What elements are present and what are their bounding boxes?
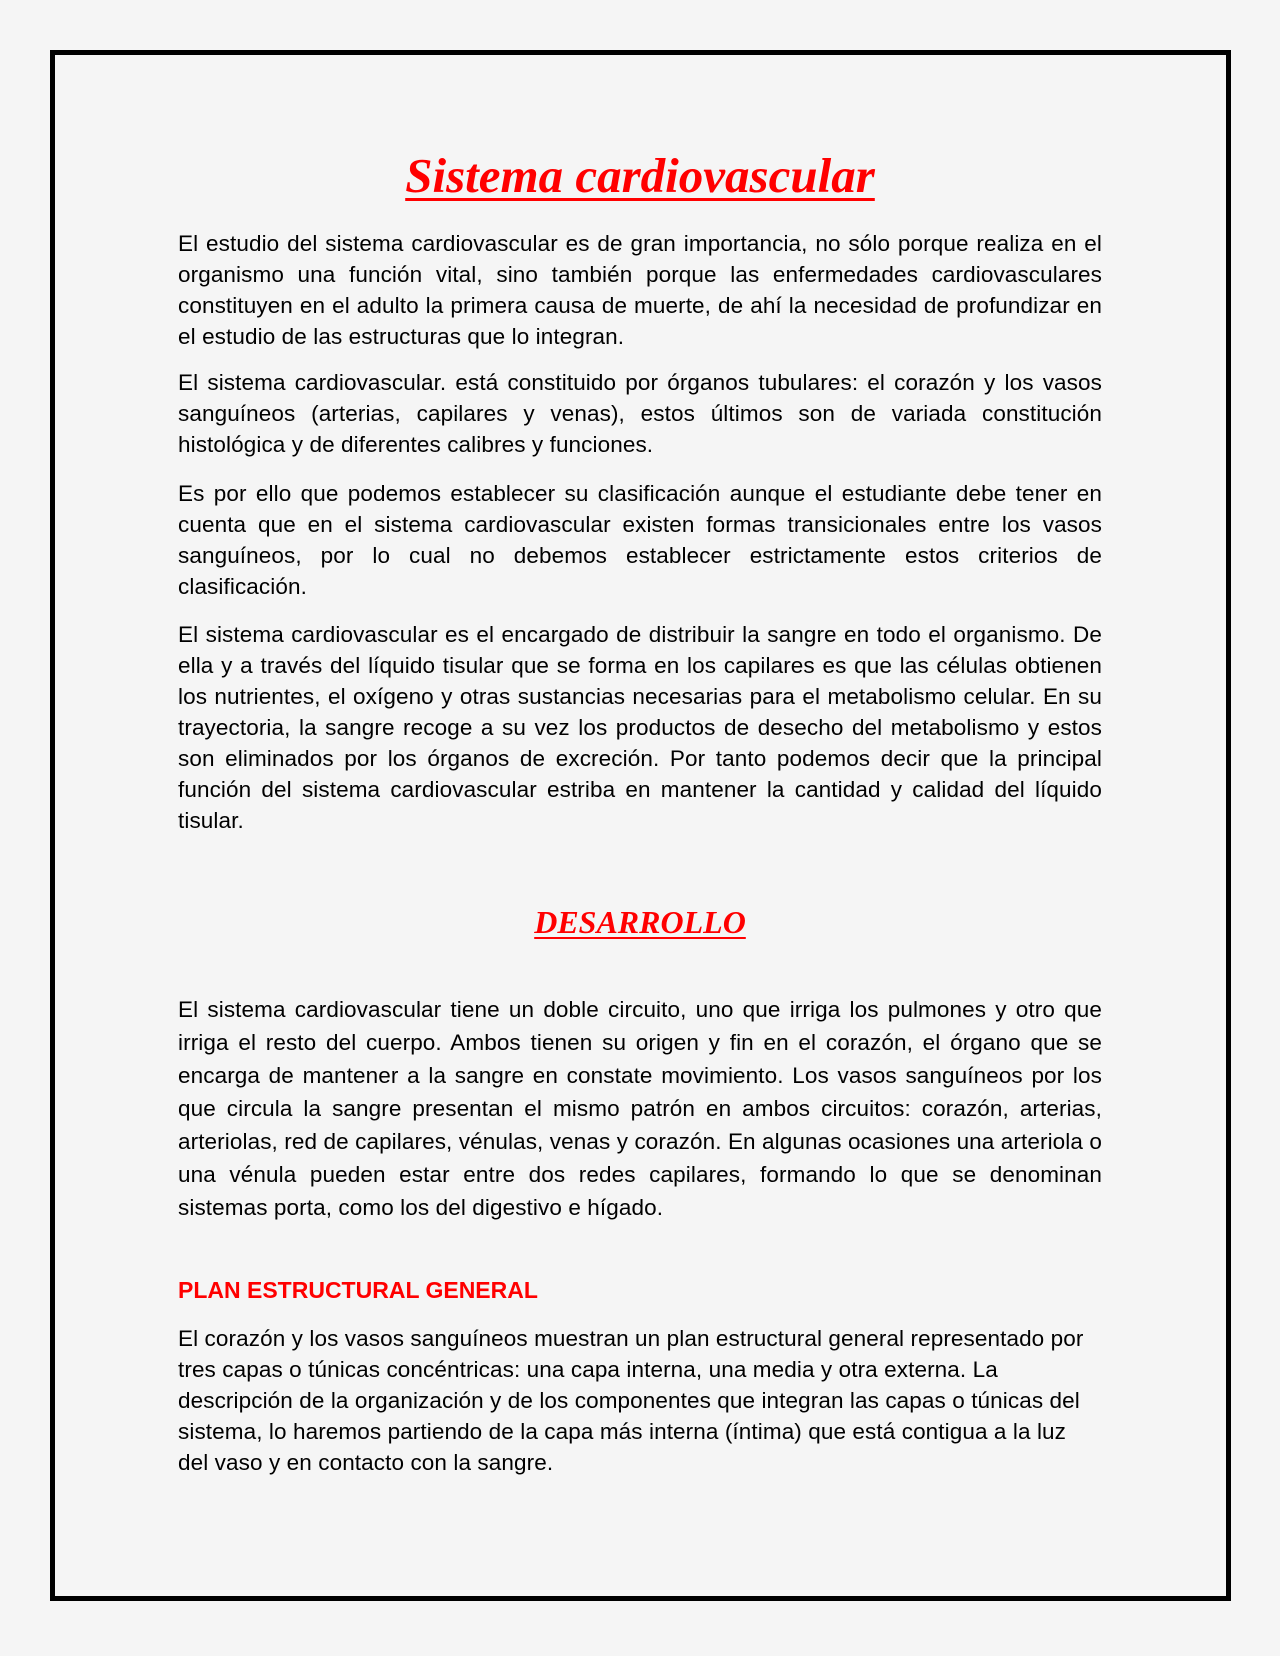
intro-paragraph-2: El sistema cardiovascular. está constituido por órganos tubulares: el corazón y los vasos sanguíneos (arterias, capilares y venas), estos últimos son de variada constitución histológica y de diferentes calibres y funciones. [178, 370, 1102, 457]
plan-paragraph: El corazón y los vasos sanguíneos muestran un plan estructural general representado por tres capas o túnicas concéntricas: una capa interna, una media y otra externa. La descripción de la organización y de los componentes que integran las capas o túnicas del sistema, lo haremos partiendo de la capa más interna (íntima) que está contigua a la luz del vaso y en contacto con la sangre. [178, 1326, 1084, 1475]
section-title-desarrollo: DESARROLLO [534, 904, 746, 940]
document-title: Sistema cardiovascular [405, 148, 875, 203]
subheading-plan-estructural: PLAN ESTRUCTURAL GENERAL [178, 1277, 538, 1303]
intro-paragraph-1: El estudio del sistema cardiovascular es de gran importancia, no sólo porque realiza en el organismo una función vital, sino también porque las enfermedades cardiovasculares constituyen en el adulto la primera causa de muerte, de ahí la necesidad de profundizar en el estudio de las estructuras que lo integran. [178, 231, 1102, 349]
intro-paragraph-4: El sistema cardiovascular es el encargado de distribuir la sangre en todo el organismo. De ella y a través del líquido tisular que se forma en los capilares es que las células obtienen los nutrientes, el oxígeno y otras sustancias necesarias para el metabolismo celular. En su trayectoria, la sangre recoge a su vez los productos de desecho del metabolismo y estos son eliminados por los órganos de excreción. Por tanto podemos decir que la principal función del sistema cardiovascular estriba en mantener la cantidad y calidad del líquido tisular. [178, 622, 1102, 833]
intro-paragraph-3: Es por ello que podemos establecer su clasificación aunque el estudiante debe tener en cuenta que en el sistema cardiovascular existen formas transicionales entre los vasos sanguíneos, por lo cual no debemos establecer estrictamente estos criterios de clasificación. [178, 481, 1102, 599]
development-paragraph: El sistema cardiovascular tiene un doble circuito, uno que irriga los pulmones y otro que irriga el resto del cuerpo. Ambos tienen su origen y fin en el corazón, el órgano que se encarga de mantener a la sangre en constate movimiento. Los vasos sanguíneos por los que circula la sangre presentan el mismo patrón en ambos circuitos: corazón, arterias, arteriolas, red de capilares, vénulas, venas y corazón. En algunas ocasiones una arteriola o una vénula pueden estar entre dos redes capilares, formando lo que se denominan sistemas porta, como los del digestivo e hígado. [178, 997, 1102, 1220]
